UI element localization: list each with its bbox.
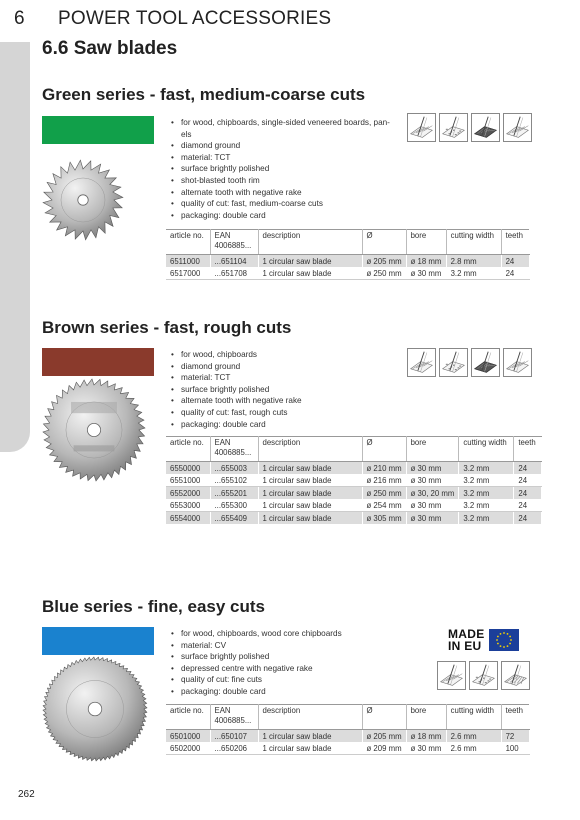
table-cell: 1 circular saw blade bbox=[258, 499, 362, 512]
table-cell: 24 bbox=[514, 474, 542, 487]
table-cell: ...655300 bbox=[210, 499, 258, 512]
chipboard-cut-icon bbox=[469, 661, 498, 690]
column-header: description bbox=[258, 437, 362, 462]
table-cell: 6502000 bbox=[166, 742, 210, 755]
column-header: article no. bbox=[166, 437, 210, 462]
table-cell: 1 circular saw blade bbox=[258, 742, 362, 755]
feature-item: • quality of cut: fast, rough cuts bbox=[170, 407, 390, 419]
feature-item: • for wood, chipboards bbox=[170, 349, 390, 361]
page-number: 262 bbox=[18, 789, 35, 800]
table-cell: ø 30 mm bbox=[406, 742, 446, 755]
table-cell: ø 30, 20 mm bbox=[406, 487, 459, 500]
column-header: Ø bbox=[362, 705, 406, 730]
feature-item: • shot-blasted tooth rim bbox=[170, 175, 390, 187]
chapter-heading bbox=[14, 8, 331, 30]
table-cell: ø 18 mm bbox=[406, 255, 446, 268]
table-cell: 6552000 bbox=[166, 487, 210, 500]
column-header: teeth bbox=[501, 705, 529, 730]
section-title: 6.6 Saw blades bbox=[42, 38, 178, 59]
column-header: EAN 4006885... bbox=[210, 705, 258, 730]
table-cell: ø 205 mm bbox=[362, 730, 406, 743]
table-cell: 3.2 mm bbox=[459, 499, 514, 512]
wood-cut-icon bbox=[437, 661, 466, 690]
feature-item: • diamond ground bbox=[170, 361, 390, 373]
made-in-eu-line2: IN EU bbox=[448, 639, 482, 653]
green-feature-list bbox=[170, 117, 390, 221]
table-cell: 6551000 bbox=[166, 474, 210, 487]
table-cell: 6517000 bbox=[166, 267, 210, 280]
blue-saw-blade-image bbox=[42, 656, 148, 762]
blue-spec-table bbox=[166, 704, 530, 755]
table-cell: ø 216 mm bbox=[362, 474, 406, 487]
column-header: description bbox=[258, 705, 362, 730]
eu-flag-icon bbox=[489, 629, 519, 651]
wood-cut-icon bbox=[407, 348, 436, 377]
table-cell: ø 205 mm bbox=[362, 255, 406, 268]
table-cell: 24 bbox=[514, 499, 542, 512]
blue-color-swatch bbox=[42, 627, 154, 655]
veneered-board-icon bbox=[471, 113, 500, 142]
feature-item: • packaging: double card bbox=[170, 210, 390, 222]
feature-item: • surface brightly polished bbox=[170, 651, 390, 663]
table-row bbox=[166, 742, 529, 755]
table-cell: 6554000 bbox=[166, 512, 210, 525]
feature-item: • for wood, chipboards, wood core chipboards bbox=[170, 628, 390, 640]
blue-material-icons bbox=[437, 661, 530, 690]
table-cell: 3.2 mm bbox=[459, 512, 514, 525]
table-row bbox=[166, 267, 529, 280]
table-cell: ...655003 bbox=[210, 462, 258, 475]
brown-series-title: Brown series - fast, rough cuts bbox=[42, 318, 292, 337]
table-cell: 24 bbox=[501, 255, 529, 268]
feature-item: • alternate tooth with negative rake bbox=[170, 187, 390, 199]
column-header: bore bbox=[406, 705, 446, 730]
table-cell: ø 254 mm bbox=[362, 499, 406, 512]
table-cell: 72 bbox=[501, 730, 529, 743]
green-saw-blade-image bbox=[42, 148, 124, 252]
table-cell: 24 bbox=[514, 487, 542, 500]
feature-item: • quality of cut: fine cuts bbox=[170, 674, 390, 686]
table-cell: ø 250 mm bbox=[362, 487, 406, 500]
green-series-title: Green series - fast, medium-coarse cuts bbox=[42, 85, 366, 104]
column-header: article no. bbox=[166, 230, 210, 255]
table-cell: 24 bbox=[501, 267, 529, 280]
table-cell: 1 circular saw blade bbox=[258, 512, 362, 525]
chapter-title: POWER TOOL ACCESSORIES bbox=[58, 8, 332, 29]
panel-cut-icon bbox=[503, 113, 532, 142]
made-in-eu-line1: MADE bbox=[448, 627, 485, 641]
table-cell: 3.2 mm bbox=[459, 487, 514, 500]
blue-series-title: Blue series - fine, easy cuts bbox=[42, 597, 265, 616]
column-header: bore bbox=[406, 230, 446, 255]
table-cell: ...655102 bbox=[210, 474, 258, 487]
panel-cut-icon bbox=[503, 348, 532, 377]
table-cell: ...651708 bbox=[210, 267, 258, 280]
table-cell: ø 30 mm bbox=[406, 499, 459, 512]
table-header-row bbox=[166, 437, 542, 462]
table-cell: 3.2 mm bbox=[459, 474, 514, 487]
table-row bbox=[166, 255, 529, 268]
table-row bbox=[166, 730, 529, 743]
column-header: Ø bbox=[362, 230, 406, 255]
table-cell: ø 30 mm bbox=[406, 462, 459, 475]
table-row bbox=[166, 499, 542, 512]
blue-feature-list bbox=[170, 628, 390, 698]
chipboard-cut-icon bbox=[439, 113, 468, 142]
brown-feature-list bbox=[170, 349, 390, 430]
table-cell: ...651104 bbox=[210, 255, 258, 268]
table-cell: ø 30 mm bbox=[406, 512, 459, 525]
table-cell: ø 18 mm bbox=[406, 730, 446, 743]
table-row bbox=[166, 462, 542, 475]
brown-spec-table bbox=[166, 436, 542, 524]
side-tab bbox=[0, 42, 30, 452]
green-color-swatch bbox=[42, 116, 154, 144]
table-row bbox=[166, 487, 542, 500]
table-cell: 6501000 bbox=[166, 730, 210, 743]
column-header: bore bbox=[406, 437, 459, 462]
table-cell: 3.2 mm bbox=[459, 462, 514, 475]
chipboard-cut-icon bbox=[439, 348, 468, 377]
column-header: cutting width bbox=[446, 705, 501, 730]
feature-item: • surface brightly polished bbox=[170, 384, 390, 396]
feature-item: • surface brightly polished bbox=[170, 163, 390, 175]
feature-item: • material: TCT bbox=[170, 152, 390, 164]
brown-material-icons bbox=[407, 348, 532, 377]
column-header: teeth bbox=[501, 230, 529, 255]
column-header: EAN 4006885... bbox=[210, 437, 258, 462]
feature-item: • alternate tooth with negative rake bbox=[170, 395, 390, 407]
table-cell: ø 30 mm bbox=[406, 474, 459, 487]
brown-saw-blade-image bbox=[42, 376, 146, 484]
feature-item: • packaging: double card bbox=[170, 686, 390, 698]
wood-cut-icon bbox=[407, 113, 436, 142]
table-cell: 1 circular saw blade bbox=[258, 474, 362, 487]
table-cell: 2.6 mm bbox=[446, 742, 501, 755]
made-in-eu-text bbox=[448, 628, 485, 652]
column-header: Ø bbox=[362, 437, 406, 462]
column-header: description bbox=[258, 230, 362, 255]
feature-item: • diamond ground bbox=[170, 140, 390, 152]
table-cell: 1 circular saw blade bbox=[258, 487, 362, 500]
column-header: cutting width bbox=[459, 437, 514, 462]
table-cell: 6550000 bbox=[166, 462, 210, 475]
table-cell: ø 209 mm bbox=[362, 742, 406, 755]
table-cell: ...650107 bbox=[210, 730, 258, 743]
table-cell: ø 250 mm bbox=[362, 267, 406, 280]
green-spec-table bbox=[166, 229, 530, 280]
feature-item: • for wood, chipboards, single-sided veneered boards, pan-els bbox=[170, 117, 390, 140]
table-cell: 1 circular saw blade bbox=[258, 730, 362, 743]
feature-item: • packaging: double card bbox=[170, 419, 390, 431]
column-header: teeth bbox=[514, 437, 542, 462]
table-cell: 6511000 bbox=[166, 255, 210, 268]
chapter-number: 6 bbox=[14, 8, 25, 29]
table-cell: 1 circular saw blade bbox=[258, 462, 362, 475]
table-cell: ...650206 bbox=[210, 742, 258, 755]
feature-item: • material: CV bbox=[170, 640, 390, 652]
feature-item: • quality of cut: fast, medium-coarse cuts bbox=[170, 198, 390, 210]
table-cell: 2.8 mm bbox=[446, 255, 501, 268]
table-cell: 24 bbox=[514, 512, 542, 525]
table-cell: 6553000 bbox=[166, 499, 210, 512]
table-cell: ...655201 bbox=[210, 487, 258, 500]
column-header: cutting width bbox=[446, 230, 501, 255]
made-in-eu-badge bbox=[448, 628, 519, 652]
brown-color-swatch bbox=[42, 348, 154, 376]
column-header: EAN 4006885... bbox=[210, 230, 258, 255]
table-cell: ...655409 bbox=[210, 512, 258, 525]
feature-item: • material: TCT bbox=[170, 372, 390, 384]
table-header-row bbox=[166, 705, 529, 730]
table-cell: 3.2 mm bbox=[446, 267, 501, 280]
wood-core-board-icon bbox=[501, 661, 530, 690]
column-header: article no. bbox=[166, 705, 210, 730]
table-cell: 1 circular saw blade bbox=[258, 255, 362, 268]
table-cell: ø 30 mm bbox=[406, 267, 446, 280]
table-cell: 24 bbox=[514, 462, 542, 475]
table-header-row bbox=[166, 230, 529, 255]
table-cell: 100 bbox=[501, 742, 529, 755]
table-row bbox=[166, 474, 542, 487]
feature-item: • depressed centre with negative rake bbox=[170, 663, 390, 675]
table-cell: 2.6 mm bbox=[446, 730, 501, 743]
table-cell: ø 210 mm bbox=[362, 462, 406, 475]
green-material-icons bbox=[407, 113, 532, 142]
table-cell: 1 circular saw blade bbox=[258, 267, 362, 280]
table-row bbox=[166, 512, 542, 525]
table-cell: ø 305 mm bbox=[362, 512, 406, 525]
veneered-board-icon bbox=[471, 348, 500, 377]
